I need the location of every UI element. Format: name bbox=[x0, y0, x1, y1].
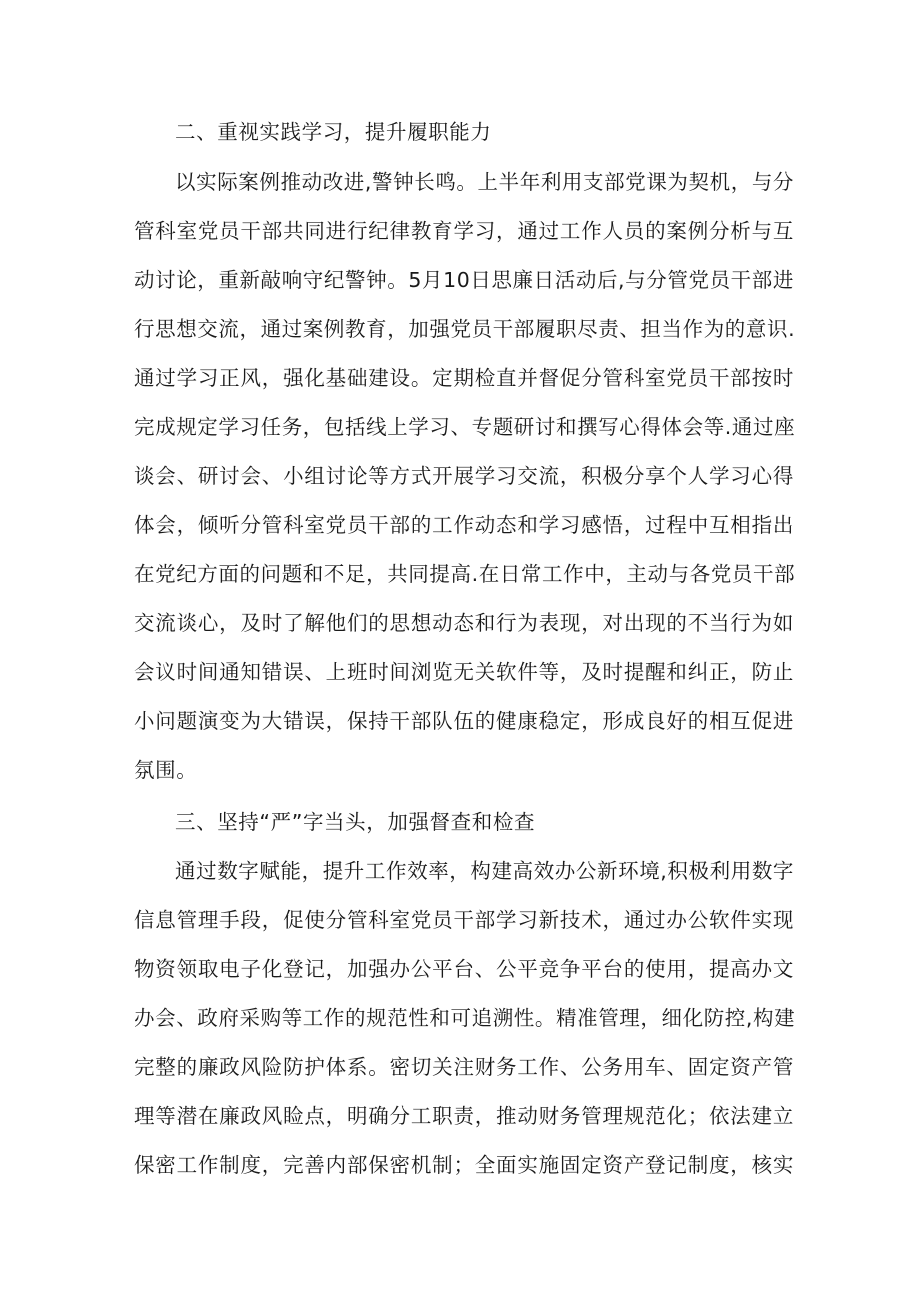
paragraph-line: 完整的廉政风险防护体系。密切关注财务工作、公务用车、固定资产管 bbox=[134, 1055, 794, 1079]
paragraph-line: 氛围。 bbox=[134, 758, 198, 782]
paragraph-line: 会议时间通知错误、上班时间浏览无关软件等，及时提醒和纠正，防止 bbox=[134, 660, 794, 684]
paragraph-line: 体会，倾听分管科室党员干部的工作动态和学习感悟，过程中互相指出 bbox=[134, 513, 794, 537]
paragraph-line: 物资领取电子化登记，加强办公平台、公平竞争平台的使用，提高办文 bbox=[134, 957, 794, 981]
paragraph-line: 保密工作制度，完善内部保密机制；全面实施固定资产登记制度，核实 bbox=[134, 1153, 794, 1177]
paragraph-line: 在党纪方面的问题和不足，共同提高.在日常工作中，主动与各党员干部 bbox=[134, 562, 796, 586]
paragraph-line: 谈会、研讨会、小组讨论等方式开展学习交流，积极分享个人学习心得 bbox=[134, 464, 794, 488]
paragraph-line: 通过学习正风，强化基础建设。定期检直并督促分管科室党员干部按时 bbox=[134, 366, 794, 390]
paragraph-line: 办会、政府采购等工作的规范性和可追溯性。精准管理，细化防控,构建 bbox=[134, 1006, 796, 1030]
paragraph-line: 完成规定学习任务，包括线上学习、专题研讨和撰写心得体会等.通过座 bbox=[134, 415, 796, 439]
paragraph-line: 交流谈心，及时了解他们的思想动态和行为表现，对出现的不当行为如 bbox=[134, 611, 794, 635]
paragraph-line: 管科室党员干部共同进行纪律教育学习，通过工作人员的案例分析与互 bbox=[134, 219, 794, 243]
paragraph-line: 理等潜在廉政风睑点，明确分工职责，推动财务管理规范化；依法建立 bbox=[134, 1104, 794, 1128]
paragraph-line: 小问题演变为大错误，保持干部队伍的健康稳定，形成良好的相互促进 bbox=[134, 709, 794, 733]
paragraph-line: 信息管理手段，促使分管科室党员干部学习新技术，通过办公软件实现 bbox=[134, 908, 794, 932]
paragraph-line: 行思想交流，通过案例教育，加强党员干部履职尽责、担当作为的意识. bbox=[134, 317, 796, 341]
paragraph-line: 通过数字赋能，提升工作效率，构建高效办公新环境,积极利用数字 bbox=[175, 859, 795, 883]
paragraph-line: 以实际案例推动改进,警钟长鸣。上半年利用支部党课为契机，与分 bbox=[175, 170, 795, 194]
paragraph-line: 动讨论，重新敲响守纪警钟。5月10日思廉日活动后,与分管党员干部进 bbox=[134, 268, 794, 292]
section-heading: 二、重视实践学习，提升履职能力 bbox=[175, 120, 492, 144]
section-heading: 三、坚持“严”字当头，加强督查和检查 bbox=[175, 810, 536, 834]
